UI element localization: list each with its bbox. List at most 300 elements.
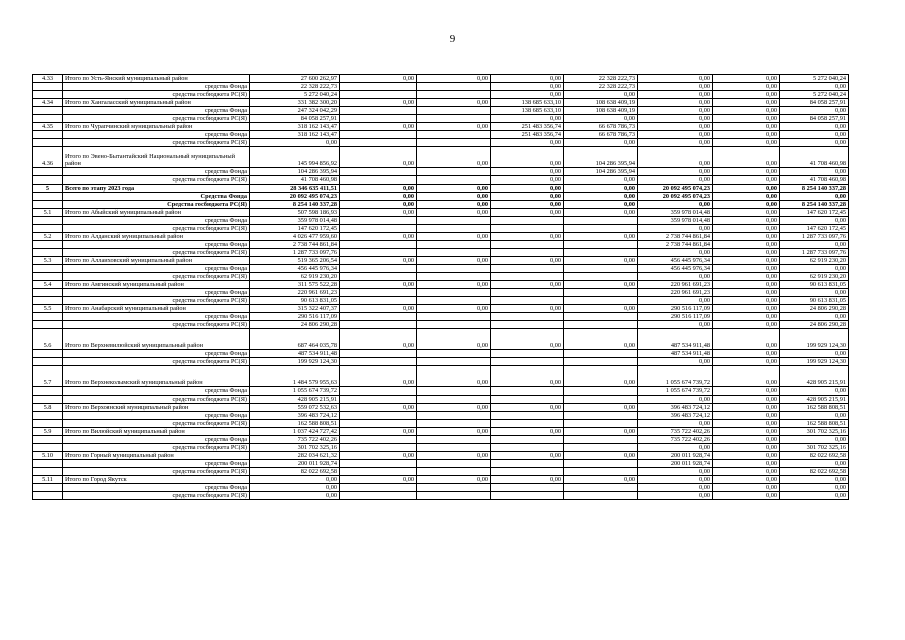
amount-cell: [417, 459, 491, 467]
amount-cell: 0,00: [713, 232, 780, 240]
district-name-cell: Итого по Хангаласский муниципальный район: [63, 99, 250, 107]
amount-cell: 0,00: [713, 289, 780, 297]
funding-source-cell: средства госбюджета РС(Я): [63, 321, 250, 329]
amount-cell: 90 613 831,05: [250, 297, 340, 305]
amount-cell: 0,00: [713, 200, 780, 208]
row-number-cell: 5.9: [33, 427, 63, 435]
table-row: [33, 366, 849, 387]
amount-cell: 0,00: [491, 403, 564, 411]
amount-cell: 1 287 733 097,76: [780, 232, 849, 240]
amount-cell: [491, 224, 564, 232]
amount-cell: 0,00: [417, 208, 491, 216]
amount-cell: 8 254 140 337,28: [780, 184, 849, 192]
amount-cell: [417, 168, 491, 176]
amount-cell: 0,00: [491, 366, 564, 387]
amount-cell: 0,00: [417, 99, 491, 107]
amount-cell: [417, 492, 491, 500]
table-row: [33, 467, 849, 475]
amount-cell: 22 328 222,73: [564, 83, 638, 91]
amount-cell: 8 254 140 337,28: [250, 200, 340, 208]
amount-cell: 0,00: [491, 147, 564, 168]
table-row: [33, 459, 849, 467]
row-number-cell: [33, 91, 63, 99]
amount-cell: 5 272 040,24: [250, 91, 340, 99]
table-row: [33, 147, 849, 168]
funding-source-cell: средства Фонда: [63, 484, 250, 492]
funding-source-cell: средства Фонда: [63, 411, 250, 419]
funding-source-cell: средства Фонда: [63, 83, 250, 91]
row-number-cell: [33, 115, 63, 123]
amount-cell: 2 738 744 861,84: [638, 232, 713, 240]
amount-cell: 0,00: [417, 366, 491, 387]
funding-source-cell: средства Фонда: [63, 240, 250, 248]
amount-cell: 62 919 230,20: [250, 273, 340, 281]
amount-cell: 0,00: [780, 240, 849, 248]
table-row: [33, 224, 849, 232]
row-number-cell: [33, 297, 63, 305]
amount-cell: 0,00: [713, 115, 780, 123]
amount-cell: 0,00: [780, 139, 849, 147]
amount-cell: 507 598 186,93: [250, 208, 340, 216]
table-row: [33, 107, 849, 115]
amount-cell: 0,00: [417, 192, 491, 200]
amount-cell: 0,00: [713, 427, 780, 435]
amount-cell: 0,00: [564, 329, 638, 350]
amount-cell: 0,00: [638, 176, 713, 184]
amount-cell: 0,00: [713, 484, 780, 492]
row-number-cell: [33, 395, 63, 403]
row-number-cell: 5.6: [33, 329, 63, 350]
amount-cell: 315 322 407,37: [250, 305, 340, 313]
amount-cell: 0,00: [638, 131, 713, 139]
amount-cell: 0,00: [491, 305, 564, 313]
amount-cell: 247 324 042,29: [250, 107, 340, 115]
amount-cell: [564, 419, 638, 427]
amount-cell: [564, 387, 638, 395]
amount-cell: [417, 248, 491, 256]
amount-cell: 1 055 674 739,72: [638, 387, 713, 395]
funding-source-cell: средства Фонда: [63, 216, 250, 224]
amount-cell: [491, 313, 564, 321]
row-number-cell: [33, 240, 63, 248]
table-row: [33, 329, 849, 350]
amount-cell: 456 445 976,34: [638, 264, 713, 272]
row-number-cell: 5.2: [33, 232, 63, 240]
amount-cell: 200 011 928,74: [638, 451, 713, 459]
amount-cell: 1 287 733 097,76: [250, 248, 340, 256]
amount-cell: 138 685 633,10: [491, 107, 564, 115]
amount-cell: 0,00: [713, 321, 780, 329]
amount-cell: 735 722 402,26: [250, 435, 340, 443]
row-number-cell: [33, 200, 63, 208]
amount-cell: 0,00: [713, 83, 780, 91]
amount-cell: 200 011 928,74: [250, 459, 340, 467]
row-number-cell: [33, 273, 63, 281]
amount-cell: 0,00: [713, 139, 780, 147]
district-name-cell: Итого по Вилюйский муниципальный район: [63, 427, 250, 435]
amount-cell: 22 328 222,73: [250, 83, 340, 91]
amount-cell: [564, 240, 638, 248]
amount-cell: [491, 350, 564, 358]
amount-cell: [564, 443, 638, 451]
amount-cell: 0,00: [638, 484, 713, 492]
amount-cell: [491, 264, 564, 272]
amount-cell: 735 722 402,26: [638, 427, 713, 435]
amount-cell: [564, 289, 638, 297]
district-name-cell: Итого по Верхневилюйский муниципальный район: [63, 329, 250, 350]
amount-cell: [564, 395, 638, 403]
amount-cell: 0,00: [638, 273, 713, 281]
amount-cell: 396 483 724,12: [638, 403, 713, 411]
table-row: [33, 484, 849, 492]
amount-cell: 66 678 786,73: [564, 131, 638, 139]
amount-cell: 0,00: [564, 427, 638, 435]
district-name-cell: Всего по этапу 2023 года: [63, 184, 250, 192]
amount-cell: 0,00: [250, 475, 340, 483]
amount-cell: [491, 289, 564, 297]
amount-cell: 0,00: [713, 467, 780, 475]
amount-cell: 359 978 014,48: [250, 216, 340, 224]
amount-cell: [417, 313, 491, 321]
table-row: [33, 387, 849, 395]
amount-cell: 0,00: [638, 475, 713, 483]
amount-cell: [417, 419, 491, 427]
amount-cell: 0,00: [713, 240, 780, 248]
amount-cell: [564, 321, 638, 329]
amount-cell: 0,00: [638, 297, 713, 305]
amount-cell: 90 613 831,05: [780, 297, 849, 305]
amount-cell: 0,00: [638, 395, 713, 403]
amount-cell: 0,00: [713, 147, 780, 168]
amount-cell: [564, 467, 638, 475]
amount-cell: 0,00: [713, 176, 780, 184]
amount-cell: 0,00: [491, 475, 564, 483]
amount-cell: [564, 224, 638, 232]
amount-cell: 84 058 257,91: [780, 99, 849, 107]
amount-cell: 0,00: [564, 232, 638, 240]
amount-cell: [417, 435, 491, 443]
amount-cell: 519 365 206,54: [250, 256, 340, 264]
row-number-cell: [33, 435, 63, 443]
table-row: [33, 208, 849, 216]
amount-cell: 82 022 692,58: [250, 467, 340, 475]
amount-cell: 0,00: [250, 484, 340, 492]
amount-cell: 8 254 140 337,28: [780, 200, 849, 208]
table-row: [33, 139, 849, 147]
amount-cell: 0,00: [491, 139, 564, 147]
amount-cell: 0,00: [713, 131, 780, 139]
amount-cell: 0,00: [713, 256, 780, 264]
row-number-cell: 5.3: [33, 256, 63, 264]
funding-source-cell: средства госбюджета РС(Я): [63, 115, 250, 123]
row-number-cell: [33, 492, 63, 500]
amount-cell: 0,00: [713, 192, 780, 200]
amount-cell: 251 483 356,74: [491, 131, 564, 139]
amount-cell: [564, 411, 638, 419]
amount-cell: 0,00: [638, 358, 713, 366]
amount-cell: [340, 492, 417, 500]
amount-cell: 0,00: [340, 403, 417, 411]
amount-cell: [340, 264, 417, 272]
funding-source-cell: средства Фонда: [63, 168, 250, 176]
amount-cell: 0,00: [713, 403, 780, 411]
amount-cell: [340, 107, 417, 115]
amount-cell: [340, 467, 417, 475]
amount-cell: [340, 313, 417, 321]
amount-cell: [417, 107, 491, 115]
amount-cell: 0,00: [713, 411, 780, 419]
table-row: [33, 115, 849, 123]
amount-cell: [340, 411, 417, 419]
amount-cell: 24 806 290,28: [780, 305, 849, 313]
amount-cell: 0,00: [340, 305, 417, 313]
amount-cell: 0,00: [564, 91, 638, 99]
amount-cell: 0,00: [417, 75, 491, 83]
amount-cell: 0,00: [491, 200, 564, 208]
amount-cell: [491, 484, 564, 492]
row-number-cell: 4.34: [33, 99, 63, 107]
funding-source-cell: средства Фонда: [63, 350, 250, 358]
table-row: [33, 350, 849, 358]
amount-cell: 199 929 124,30: [780, 329, 849, 350]
table-row: [33, 475, 849, 483]
amount-cell: 0,00: [417, 403, 491, 411]
amount-cell: [564, 273, 638, 281]
amount-cell: [340, 83, 417, 91]
amount-cell: 0,00: [780, 123, 849, 131]
table-row: [33, 492, 849, 500]
table-row: [33, 395, 849, 403]
amount-cell: 0,00: [491, 115, 564, 123]
table-row: [33, 192, 849, 200]
amount-cell: 0,00: [564, 208, 638, 216]
amount-cell: 290 516 117,09: [638, 305, 713, 313]
amount-cell: 0,00: [780, 131, 849, 139]
amount-cell: 0,00: [638, 75, 713, 83]
amount-cell: 0,00: [780, 192, 849, 200]
amount-cell: 0,00: [491, 75, 564, 83]
district-name-cell: Итого по Эвено-Бытантайский Национальный муниципальный район: [63, 147, 250, 168]
amount-cell: 428 905 215,91: [780, 395, 849, 403]
amount-cell: 0,00: [340, 184, 417, 192]
amount-cell: 0,00: [564, 366, 638, 387]
amount-cell: 0,00: [491, 232, 564, 240]
amount-cell: 0,00: [713, 395, 780, 403]
amount-cell: 66 678 786,73: [564, 123, 638, 131]
district-name-cell: Итого по Верхнеколымский муниципальный район: [63, 366, 250, 387]
table-row: [33, 273, 849, 281]
amount-cell: 82 022 692,58: [780, 467, 849, 475]
amount-cell: [491, 297, 564, 305]
amount-cell: 108 638 409,19: [564, 107, 638, 115]
amount-cell: [340, 387, 417, 395]
amount-cell: [340, 91, 417, 99]
amount-cell: [417, 264, 491, 272]
amount-cell: 0,00: [780, 216, 849, 224]
table-row: [33, 435, 849, 443]
amount-cell: 487 534 911,48: [638, 350, 713, 358]
amount-cell: 0,00: [564, 475, 638, 483]
amount-cell: [491, 459, 564, 467]
amount-cell: [417, 484, 491, 492]
amount-cell: [491, 492, 564, 500]
amount-cell: 0,00: [638, 419, 713, 427]
table-row: [33, 297, 849, 305]
amount-cell: 0,00: [713, 107, 780, 115]
row-number-cell: [33, 411, 63, 419]
district-name-cell: Итого по Алданский муниципальный район: [63, 232, 250, 240]
funding-source-cell: средства госбюджета РС(Я): [63, 224, 250, 232]
amount-cell: 147 620 172,45: [780, 224, 849, 232]
amount-cell: 0,00: [564, 451, 638, 459]
amount-cell: 20 092 495 074,23: [638, 184, 713, 192]
row-number-cell: 5.1: [33, 208, 63, 216]
district-name-cell: Итого по Усть-Янский муниципальный район: [63, 75, 250, 83]
amount-cell: 0,00: [713, 168, 780, 176]
row-number-cell: [33, 168, 63, 176]
amount-cell: [564, 313, 638, 321]
amount-cell: 84 058 257,91: [780, 115, 849, 123]
amount-cell: [491, 387, 564, 395]
amount-cell: [491, 411, 564, 419]
amount-cell: 0,00: [491, 329, 564, 350]
row-number-cell: [33, 459, 63, 467]
table-row: [33, 123, 849, 131]
page-number: 9: [449, 33, 456, 45]
table-row: [33, 256, 849, 264]
amount-cell: 0,00: [417, 147, 491, 168]
amount-cell: 0,00: [780, 313, 849, 321]
amount-cell: 0,00: [780, 168, 849, 176]
amount-cell: 0,00: [250, 139, 340, 147]
table-row: [33, 443, 849, 451]
amount-cell: 199 929 124,30: [780, 358, 849, 366]
amount-cell: 27 600 262,97: [250, 75, 340, 83]
amount-cell: [417, 131, 491, 139]
amount-cell: 0,00: [417, 427, 491, 435]
amount-cell: 108 638 409,19: [564, 99, 638, 107]
amount-cell: [564, 216, 638, 224]
amount-cell: 251 483 356,74: [491, 123, 564, 131]
amount-cell: [491, 358, 564, 366]
amount-cell: 28 346 635 411,51: [250, 184, 340, 192]
amount-cell: 0,00: [713, 264, 780, 272]
amount-cell: 1 287 733 097,76: [780, 248, 849, 256]
amount-cell: 0,00: [638, 443, 713, 451]
amount-cell: [564, 484, 638, 492]
district-name-cell: Итого по Город Якутск: [63, 475, 250, 483]
amount-cell: [340, 459, 417, 467]
funding-source-cell: средства Фонда: [63, 264, 250, 272]
table-row: [33, 91, 849, 99]
amount-cell: 147 620 172,45: [780, 208, 849, 216]
amount-cell: [340, 443, 417, 451]
amount-cell: 0,00: [564, 115, 638, 123]
amount-cell: 0,00: [780, 387, 849, 395]
table-row: [33, 131, 849, 139]
amount-cell: 282 034 621,32: [250, 451, 340, 459]
row-number-cell: 5: [33, 184, 63, 192]
funding-source-cell: Средства Фонда: [63, 192, 250, 200]
amount-cell: 0,00: [713, 99, 780, 107]
district-name-cell: Итого по Верхоянский муниципальный район: [63, 403, 250, 411]
amount-cell: [491, 216, 564, 224]
amount-cell: 20 092 495 074,23: [638, 192, 713, 200]
amount-cell: 0,00: [713, 475, 780, 483]
amount-cell: [340, 297, 417, 305]
amount-cell: 396 483 724,12: [250, 411, 340, 419]
funding-source-cell: средства Фонда: [63, 131, 250, 139]
amount-cell: 5 272 040,24: [780, 91, 849, 99]
amount-cell: 396 483 724,12: [638, 411, 713, 419]
amount-cell: 0,00: [417, 256, 491, 264]
amount-cell: [340, 131, 417, 139]
amount-cell: 1 037 424 727,42: [250, 427, 340, 435]
amount-cell: 0,00: [638, 83, 713, 91]
amount-cell: 0,00: [638, 467, 713, 475]
row-number-cell: [33, 289, 63, 297]
amount-cell: 0,00: [491, 427, 564, 435]
table-row: [33, 176, 849, 184]
funding-source-cell: средства Фонда: [63, 107, 250, 115]
amount-cell: 0,00: [564, 403, 638, 411]
row-number-cell: [33, 192, 63, 200]
funding-source-cell: средства госбюджета РС(Я): [63, 91, 250, 99]
amount-cell: 331 382 300,20: [250, 99, 340, 107]
amount-cell: 0,00: [417, 232, 491, 240]
table-row: [33, 184, 849, 192]
amount-cell: 84 058 257,91: [250, 115, 340, 123]
table-row: [33, 232, 849, 240]
amount-cell: 0,00: [713, 459, 780, 467]
table-row: [33, 289, 849, 297]
amount-cell: 0,00: [340, 147, 417, 168]
amount-cell: 0,00: [491, 208, 564, 216]
amount-cell: 0,00: [340, 200, 417, 208]
amount-cell: 220 961 691,23: [250, 289, 340, 297]
funding-source-cell: средства Фонда: [63, 313, 250, 321]
amount-cell: 0,00: [638, 99, 713, 107]
amount-cell: 0,00: [340, 427, 417, 435]
amount-cell: 1 484 579 955,63: [250, 366, 340, 387]
amount-cell: [417, 176, 491, 184]
amount-cell: 0,00: [780, 264, 849, 272]
amount-cell: 0,00: [713, 492, 780, 500]
amount-cell: 301 702 325,16: [250, 443, 340, 451]
amount-cell: [340, 484, 417, 492]
amount-cell: 359 978 014,48: [638, 208, 713, 216]
district-name-cell: Итого по Горный муниципальный район: [63, 451, 250, 459]
amount-cell: 0,00: [491, 176, 564, 184]
amount-cell: [564, 264, 638, 272]
funding-source-cell: средства Фонда: [63, 387, 250, 395]
row-number-cell: [33, 350, 63, 358]
amount-cell: 0,00: [638, 321, 713, 329]
table-row: [33, 419, 849, 427]
amount-cell: 0,00: [491, 281, 564, 289]
amount-cell: 0,00: [713, 208, 780, 216]
row-number-cell: 5.5: [33, 305, 63, 313]
amount-cell: 0,00: [780, 459, 849, 467]
amount-cell: 0,00: [340, 123, 417, 131]
table-row: [33, 358, 849, 366]
amount-cell: [491, 248, 564, 256]
funding-source-cell: средства госбюджета РС(Я): [63, 419, 250, 427]
amount-cell: 0,00: [638, 91, 713, 99]
amount-cell: 0,00: [564, 305, 638, 313]
amount-cell: 0,00: [638, 115, 713, 123]
funding-source-cell: средства Фонда: [63, 459, 250, 467]
